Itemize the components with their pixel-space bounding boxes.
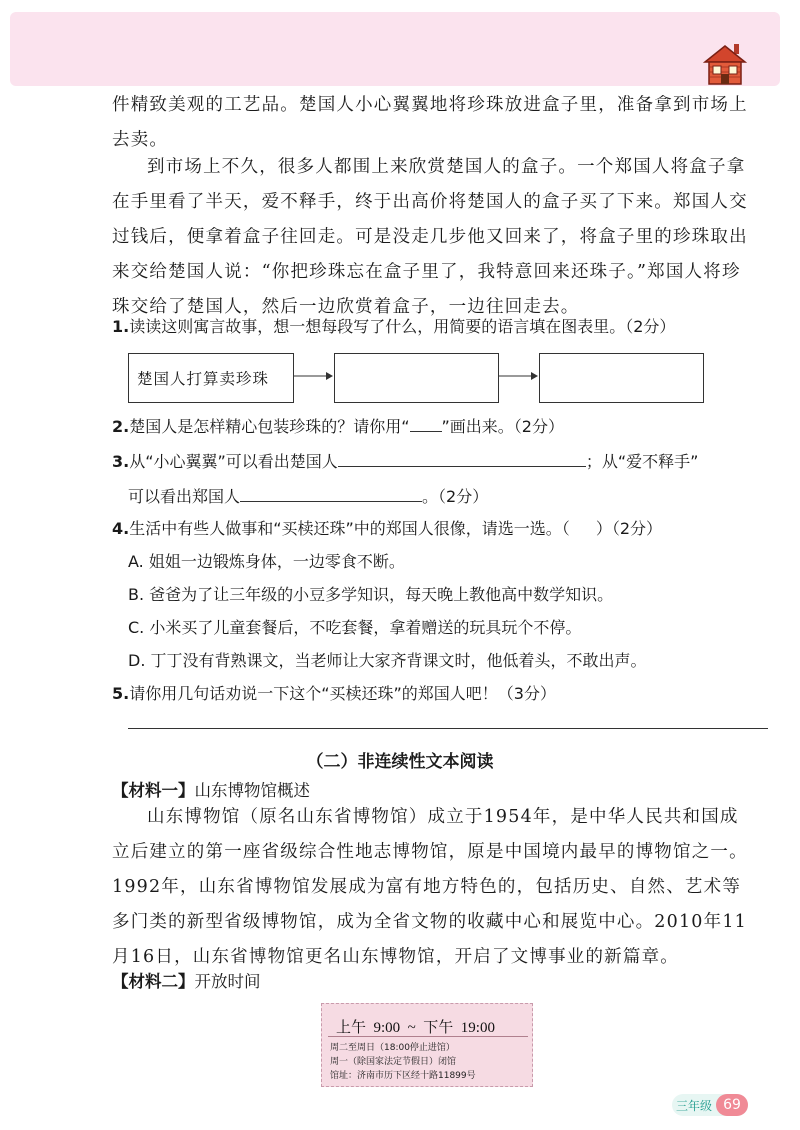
question-1 — [112, 316, 762, 338]
page-badge — [672, 1094, 748, 1116]
header-band — [10, 12, 780, 86]
story-paragraph-2: 到市场上不久，很多人都围上来欣赏楚国人的盒子。一个郑国人将盒子拿在手里看了半天，爱不释手，终于出高价将楚国人的盒子买了下来。郑国人交过钱后，便拿着盒子往回走。可是没走几步他又回来了，将盒子里的珍珠取出来交给楚国人说：“你把珍珠忘在盒子里了，我特意回来还珠子。”郑国人将珍珠交给了楚国人，然后一边欣赏着盒子，一边往回走去。 — [112, 157, 748, 317]
question-text: 读读这则寓言故事，想一想每段写了什么，用简要的语言填在图表里。（2分） — [129, 317, 676, 336]
question-text: 生活中有些人做事和“买椟还珠”中的郑国人很像，请选一选。（ — [129, 519, 570, 538]
section-title: （二）非连续性文本阅读 — [306, 752, 494, 772]
material-label: 【材料二】 — [112, 972, 195, 991]
flow-box-3[interactable] — [539, 353, 704, 403]
opening-hours: 上午 9:00 ~ 下午 19:00 — [336, 1020, 495, 1036]
flow-box-1 — [128, 353, 294, 403]
question-text: 请你用几句话劝说一下这个“买椟还珠”的郑国人吧！（3分） — [129, 684, 556, 703]
material-label: 【材料一】 — [112, 781, 195, 800]
address: 馆址：济南市历下区经十路11899号 — [330, 1071, 476, 1081]
answer-blank[interactable] — [338, 450, 586, 467]
answer-line[interactable] — [128, 728, 768, 729]
option-c[interactable]: C. 小米买了儿童套餐后，不吃套餐，拿着赠送的玩具玩个不停。 — [128, 618, 582, 637]
flow-box-1-text: 楚国人打算卖珍珠 — [137, 370, 270, 388]
opening-hours-card — [321, 1003, 533, 1087]
divider — [328, 1036, 528, 1037]
option-d[interactable]: D. 丁丁没有背熟课文，当老师让大家齐背课文时，他低着头，不敢出声。 — [128, 651, 647, 670]
story-paragraph-1 — [112, 88, 752, 158]
material-1-heading — [112, 777, 310, 801]
question-2 — [112, 415, 762, 438]
question-3 — [112, 450, 762, 473]
flow-arrow-2 — [497, 370, 539, 382]
grade-label: 三年级 — [676, 1099, 713, 1113]
page-number: 69 — [716, 1094, 748, 1116]
material-2-heading — [112, 968, 261, 992]
question-5 — [112, 683, 762, 705]
question-number: 5. — [112, 684, 130, 703]
closed-days: 周一（除国家法定节假日）闭馆 — [330, 1057, 457, 1067]
flow-box-2[interactable] — [334, 353, 499, 403]
story-line: 件精致美观的工艺品。楚国人小心翼翼地将珍珠放进盒子里，准备拿到市场上 — [112, 95, 748, 115]
answer-blank[interactable] — [240, 485, 422, 502]
question-number: 1. — [112, 317, 130, 336]
question-number: 2. — [112, 417, 130, 436]
question-text: 从“小心翼翼”可以看出楚国人 — [129, 452, 338, 471]
question-text: 楚国人是怎样精心包装珍珠的？请你用“ — [129, 417, 410, 436]
question-text: ”画出来。（2分） — [441, 417, 564, 436]
question-text: ；从“爱不释手” — [585, 452, 699, 471]
question-4 — [112, 518, 762, 540]
question-number: 4. — [112, 519, 130, 538]
material-title: 开放时间 — [194, 972, 261, 991]
underline-sample — [410, 415, 442, 432]
question-3-cont — [128, 485, 778, 508]
material-title: 山东博物馆概述 — [194, 781, 310, 800]
flow-arrow-1 — [292, 370, 334, 382]
option-b[interactable]: B. 爸爸为了让三年级的小豆多学知识，每天晚上教他高中数学知识。 — [128, 585, 614, 604]
open-days: 周二至周日（18:00停止进馆） — [330, 1043, 455, 1053]
option-a[interactable]: A. 姐姐一边锻炼身体，一边零食不断。 — [128, 552, 405, 571]
question-text: 可以看出郑国人 — [128, 487, 241, 506]
material-1-text: 山东博物馆（原名山东省博物馆）成立于1954年，是中华人民共和国成立后建立的第一座省级综合性地志博物馆，原是中国境内最早的博物馆之一。1992年，山东省博物馆发展成为富有地方特色的，包括历史、自然、艺术等多门类的新型省级博物馆，成为全省文物的收藏中心和展览中心。2010年11月16日，山东省博物馆更名山东博物馆，开启了文博事业的新篇章。 — [112, 807, 748, 967]
question-text: ）（2分） — [595, 519, 662, 538]
house-icon — [703, 42, 747, 86]
question-number: 3. — [112, 452, 130, 471]
question-text: 。（2分） — [422, 487, 489, 506]
story-line: 去卖。 — [112, 130, 169, 150]
